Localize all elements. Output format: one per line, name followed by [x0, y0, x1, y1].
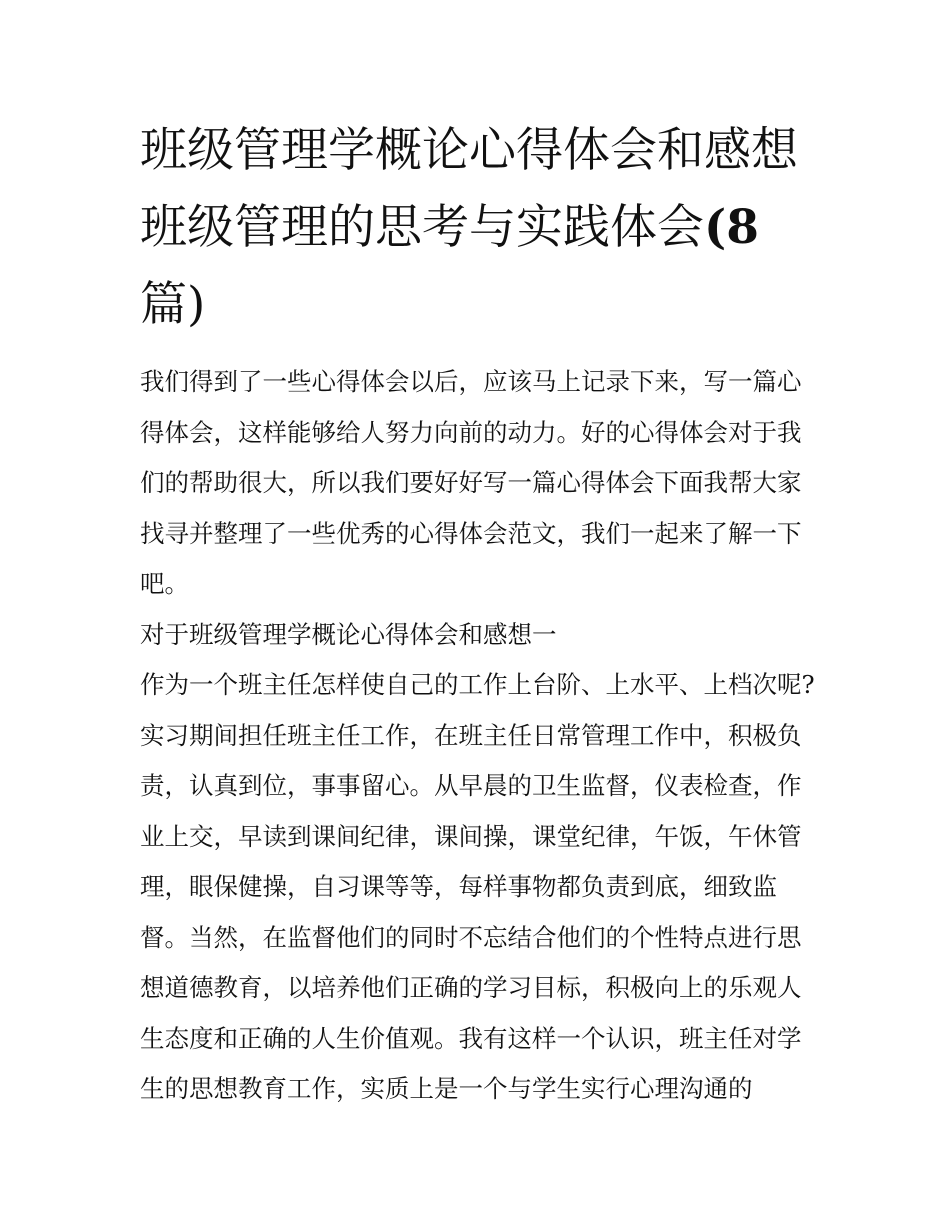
title-text: 班级管理学概论心得体会和感想 班级管理的思考与实践体会 — [140, 123, 798, 255]
section-heading: 对于班级管理学概论心得体会和感想一 — [140, 619, 557, 649]
document-title — [140, 112, 815, 343]
title-tail: 篇) — [140, 277, 206, 332]
section-body-paragraph: 作为一个班主任怎样使自己的工作上台阶、上水平、上档次呢?实习期间担任班主任工作，在班主任日常管理工作中，积极负责，认真到位，事事留心。从早晨的卫生监督，仪表检查，作业上交，早读到课间纪律，课间操，课堂纪律，午饭，午休管理，眼保健操，自习课等等，每样事物都负责到底，细致监督。当然，在监督他们的同时不忘结合他们的个性特点进行思想道德教育，以培养他们正确的学习目标，积极向上的乐观人生态度和正确的人生价值观。我有这样一个认识，班主任对学生的思想教育工作，实质上是一个与学生实行心理沟通的 — [140, 670, 815, 1103]
document-page — [140, 112, 815, 1115]
intro-paragraph: 我们得到了一些心得体会以后，应该马上记录下来，写一篇心得体会，这样能够给人努力向前的动力。好的心得体会对于我们的帮助很大，所以我们要好好写一篇心得体会下面我帮大家找寻并整理了一些优秀的心得体会范文，我们一起来了解一下吧。 — [140, 367, 802, 598]
title-count: (8 — [704, 200, 759, 255]
